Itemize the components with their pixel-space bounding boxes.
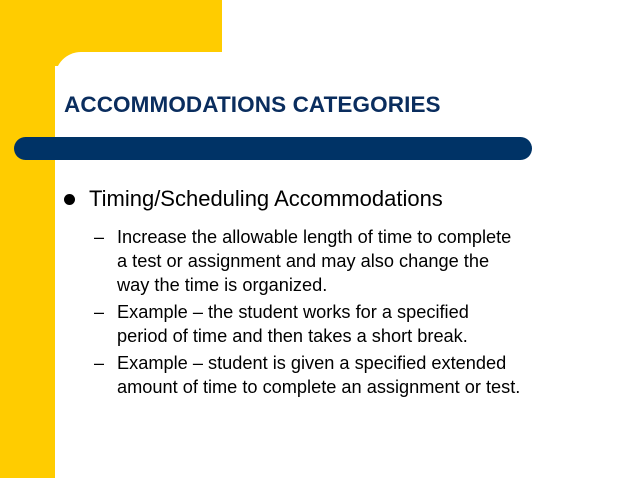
sub-bullet-item bbox=[94, 300, 614, 348]
sub-bullet-line: amount of time to complete an assignment or test. bbox=[117, 377, 521, 397]
title-underline-bar bbox=[14, 137, 532, 160]
sub-bullet-line: period of time and then takes a short break. bbox=[117, 326, 468, 346]
yellow-side-strip bbox=[0, 0, 55, 478]
sub-bullet-list bbox=[94, 225, 614, 402]
sub-bullet-item bbox=[94, 225, 614, 297]
sub-bullet-line: Example – student is given a specified extended bbox=[117, 353, 507, 373]
sub-bullet-line: way the time is organized. bbox=[117, 275, 328, 295]
bullet-item bbox=[64, 186, 443, 212]
slide-title: ACCOMMODATIONS CATEGORIES bbox=[64, 92, 441, 117]
dash-icon: – bbox=[94, 302, 105, 322]
sub-bullet-line: Increase the allowable length of time to complete bbox=[117, 227, 512, 247]
dash-icon: – bbox=[94, 353, 105, 373]
sub-bullet-line: Example – the student works for a specified bbox=[117, 302, 469, 322]
sub-bullet-line: a test or assignment and may also change the bbox=[117, 251, 490, 271]
sub-bullet-item bbox=[94, 351, 614, 399]
bullet-text: Timing/Scheduling Accommodations bbox=[89, 186, 443, 211]
dash-icon: – bbox=[94, 227, 105, 247]
bullet-dot-icon bbox=[64, 194, 75, 205]
